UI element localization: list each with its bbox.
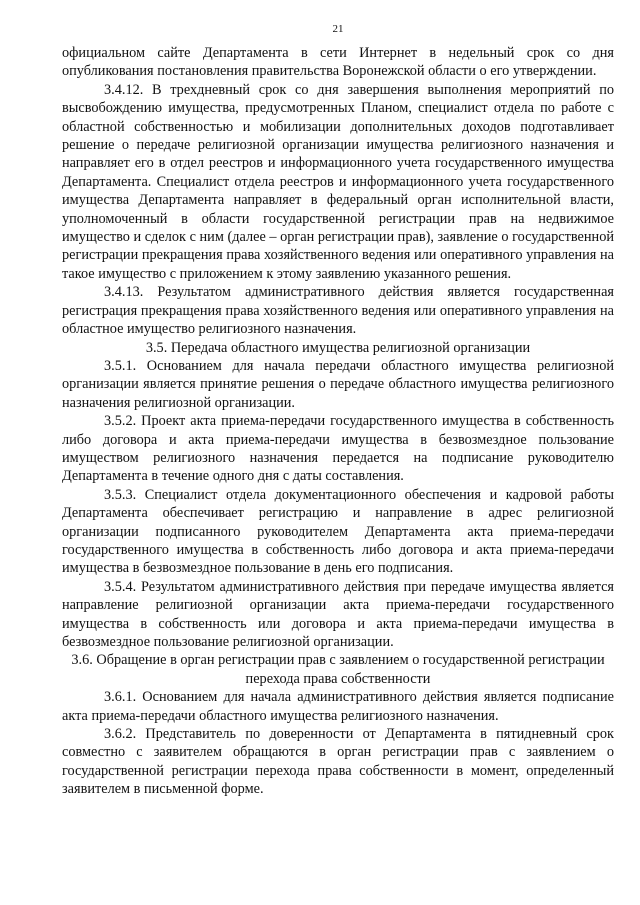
section-heading-3-6: 3.6. Обращение в орган регистрации прав с заявлением о государственной регистрации перехода права собственности xyxy=(71,652,605,687)
paragraph-3-5-2: 3.5.2. Проект акта приема-передачи государственного имущества в собственность либо договора и акта приема-передачи имущества в безвозмездное пользование имуществом религиозного назначения передается на подписание руководителю Департамента в течение одного дня с даты составления. xyxy=(62,413,614,485)
paragraph-3-5-4: 3.5.4. Результатом административного действия при передаче имущества является направление религиозной организации акта приема-передачи государственного имущества в собственность или договора и акта приема-передачи имущества в безвозмездное пользование религиозной организации. xyxy=(62,578,614,650)
paragraph-3-5-3: 3.5.3. Специалист отдела документационного обеспечения и кадровой работы Департамента обеспечивает регистрацию и направление в адрес религиозной организации подписанного руководителем Департамента акта приема-передачи государственного имущества в собственность либо договора и акта приема-передачи имущества в безвозмездное пользование в день его подписания. xyxy=(62,486,614,577)
paragraph-3-5-1: 3.5.1. Основанием для начала передачи областного имущества религиозной организации является принятие решения о передаче областного имущества религиозного назначения религиозной организации. xyxy=(62,357,614,411)
document-page xyxy=(62,22,614,799)
page-number: 21 xyxy=(332,23,344,35)
paragraph-3-4-12: 3.4.12. В трехдневный срок со дня завершения выполнения мероприятий по высвобождению имущества, предусмотренных Планом, специалист отдела по работе с областной собственностью и мобилизации дополнительных доходов подготавливает решение о передаче религиозной организации имущества религиозного назначения и направляет его в отдел реестров и информационного учета государственного имущества Департамента. Специалист отдела реестров и информационного учета государственного имущества Департамента направляет в федеральный орган исполнительной власти, уполномоченный в области государственной регистрации прав на недвижимое имущество и сделок с ним (далее – орган регистрации прав), заявление о государственной регистрации прекращения права хозяйственного ведения или оперативного управления на такое имущество с приложением к этому заявлению указанного решения. xyxy=(62,81,614,282)
paragraph-3-4-13: 3.4.13. Результатом административного действия является государственная регистрация прекращения права хозяйственного ведения или оперативного управления на областное имущество религиозного назначения. xyxy=(62,284,614,338)
paragraph-3-6-2: 3.6.2. Представитель по доверенности от Департамента в пятидневный срок совместно с заявителем обращаются в орган регистрации прав с заявлением о государственной регистрации перехода права собственности в момент, определенный заявителем в письменной форме. xyxy=(62,726,614,798)
paragraph-3-6-1: 3.6.1. Основанием для начала административного действия является подписание акта приема-передачи областного имущества религиозного назначения. xyxy=(62,689,614,724)
paragraph-continuation: официальном сайте Департамента в сети Интернет в недельный срок со дня опубликования постановления правительства Воронежской области о его утверждении. xyxy=(62,45,614,80)
section-heading-3-5: 3.5. Передача областного имущества религиозной организации xyxy=(145,339,531,356)
